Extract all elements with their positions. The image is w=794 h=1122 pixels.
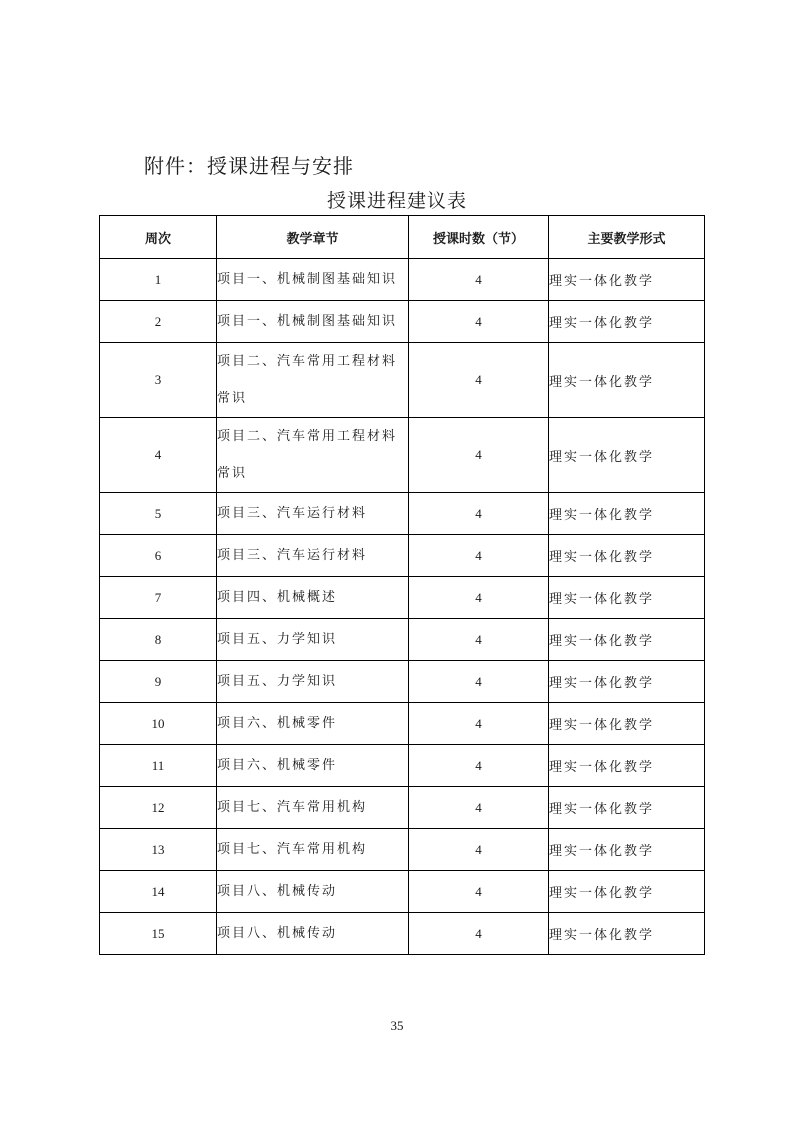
table-row xyxy=(100,535,705,577)
hours-cell: 4 xyxy=(409,661,549,703)
form-cell: 理实一体化教学 xyxy=(549,418,705,493)
chapter-cell: 项目六、机械零件 xyxy=(217,745,409,787)
hours-cell: 4 xyxy=(409,259,549,301)
table-row xyxy=(100,343,705,418)
table-row xyxy=(100,577,705,619)
week-cell: 14 xyxy=(100,871,217,913)
schedule-table xyxy=(99,215,705,955)
week-cell: 15 xyxy=(100,913,217,955)
hours-cell: 4 xyxy=(409,871,549,913)
table-row xyxy=(100,619,705,661)
hours-cell: 4 xyxy=(409,703,549,745)
table-row xyxy=(100,418,705,493)
hours-cell: 4 xyxy=(409,418,549,493)
table-row xyxy=(100,913,705,955)
week-cell: 6 xyxy=(100,535,217,577)
form-cell: 理实一体化教学 xyxy=(549,787,705,829)
form-cell: 理实一体化教学 xyxy=(549,259,705,301)
table-row xyxy=(100,787,705,829)
form-cell: 理实一体化教学 xyxy=(549,913,705,955)
hours-cell: 4 xyxy=(409,301,549,343)
table-row xyxy=(100,871,705,913)
column-header-form: 主要教学形式 xyxy=(549,216,705,259)
chapter-cell: 项目八、机械传动 xyxy=(217,871,409,913)
week-cell: 11 xyxy=(100,745,217,787)
week-cell: 13 xyxy=(100,829,217,871)
week-cell: 8 xyxy=(100,619,217,661)
week-cell: 2 xyxy=(100,301,217,343)
chapter-cell: 项目一、机械制图基础知识 xyxy=(217,301,409,343)
form-cell: 理实一体化教学 xyxy=(549,871,705,913)
chapter-cell: 项目二、汽车常用工程材料常识 xyxy=(217,343,409,418)
chapter-cell: 项目六、机械零件 xyxy=(217,703,409,745)
form-cell: 理实一体化教学 xyxy=(549,745,705,787)
table-body xyxy=(100,259,705,955)
chapter-cell: 项目三、汽车运行材料 xyxy=(217,535,409,577)
chapter-cell: 项目七、汽车常用机构 xyxy=(217,829,409,871)
week-cell: 12 xyxy=(100,787,217,829)
table-row xyxy=(100,661,705,703)
chapter-cell: 项目四、机械概述 xyxy=(217,577,409,619)
form-cell: 理实一体化教学 xyxy=(549,493,705,535)
column-header-chapter: 教学章节 xyxy=(217,216,409,259)
chapter-cell: 项目二、汽车常用工程材料常识 xyxy=(217,418,409,493)
form-cell: 理实一体化教学 xyxy=(549,301,705,343)
form-cell: 理实一体化教学 xyxy=(549,619,705,661)
form-cell: 理实一体化教学 xyxy=(549,343,705,418)
week-cell: 3 xyxy=(100,343,217,418)
hours-cell: 4 xyxy=(409,913,549,955)
hours-cell: 4 xyxy=(409,493,549,535)
form-cell: 理实一体化教学 xyxy=(549,703,705,745)
hours-cell: 4 xyxy=(409,343,549,418)
hours-cell: 4 xyxy=(409,745,549,787)
table-row xyxy=(100,259,705,301)
chapter-cell: 项目一、机械制图基础知识 xyxy=(217,259,409,301)
table-title: 授课进程建议表 xyxy=(326,190,467,212)
week-cell: 5 xyxy=(100,493,217,535)
hours-cell: 4 xyxy=(409,829,549,871)
chapter-cell: 项目五、力学知识 xyxy=(217,661,409,703)
form-cell: 理实一体化教学 xyxy=(549,829,705,871)
table-row xyxy=(100,745,705,787)
chapter-cell: 项目七、汽车常用机构 xyxy=(217,787,409,829)
page-number: 35 xyxy=(390,1018,404,1033)
form-cell: 理实一体化教学 xyxy=(549,535,705,577)
form-cell: 理实一体化教学 xyxy=(549,661,705,703)
week-cell: 4 xyxy=(100,418,217,493)
chapter-cell: 项目八、机械传动 xyxy=(217,913,409,955)
column-header-week: 周次 xyxy=(100,216,217,259)
table-row xyxy=(100,493,705,535)
week-cell: 1 xyxy=(100,259,217,301)
week-cell: 7 xyxy=(100,577,217,619)
hours-cell: 4 xyxy=(409,619,549,661)
week-cell: 10 xyxy=(100,703,217,745)
hours-cell: 4 xyxy=(409,535,549,577)
attachment-heading: 附件：授课进程与安排 xyxy=(144,154,354,178)
hours-cell: 4 xyxy=(409,787,549,829)
week-cell: 9 xyxy=(100,661,217,703)
table-header-row xyxy=(100,216,705,259)
chapter-cell: 项目三、汽车运行材料 xyxy=(217,493,409,535)
form-cell: 理实一体化教学 xyxy=(549,577,705,619)
table-row xyxy=(100,829,705,871)
hours-cell: 4 xyxy=(409,577,549,619)
column-header-hours: 授课时数（节） xyxy=(409,216,549,259)
table-row xyxy=(100,301,705,343)
table-row xyxy=(100,703,705,745)
chapter-cell: 项目五、力学知识 xyxy=(217,619,409,661)
